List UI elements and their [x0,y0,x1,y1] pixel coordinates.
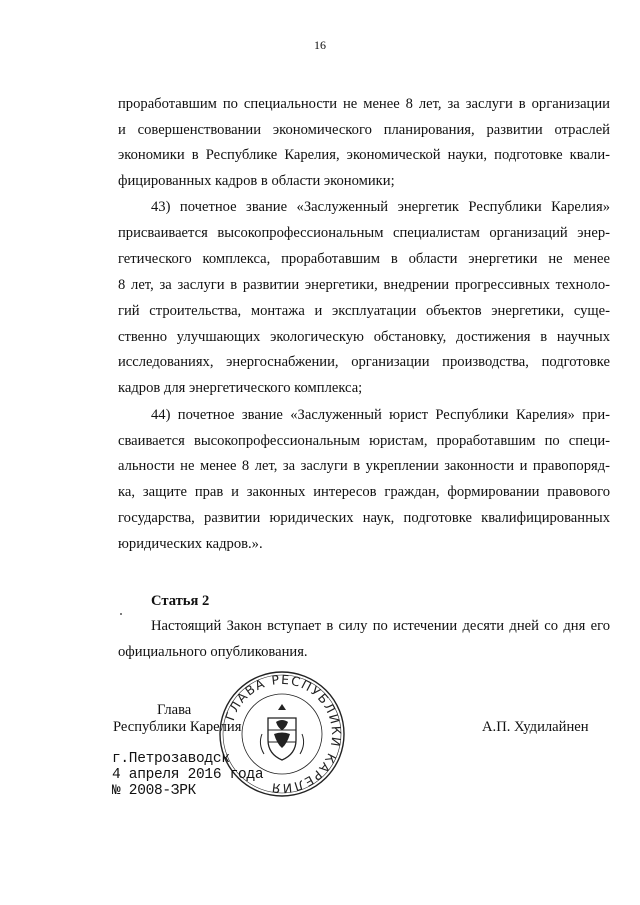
body-line: 8 лет, за заслуги в развитии энергетики, внедрении прогрессивных техноло- [118,277,610,293]
body-line: юридических кадров.». [118,536,263,552]
coat-of-arms-icon [260,704,303,760]
body-line: гетического комплекса, проработавшим в области энергетики не менее [118,251,610,267]
page-number: 16 [314,38,326,52]
body-line: проработавшим по специальности не менее 8 лет, за заслуги в организации [118,96,610,112]
body-line: исследованиях, энергоснабжении, организации производства, подготовке [118,354,610,370]
article-line: Настоящий Закон вступает в силу по истечении десяти дней со дня его [151,618,610,634]
body-line: и совершенствовании экономического планирования, развитии отраслей [118,122,610,138]
body-line: альности не менее 8 лет, за заслуги в укреплении законности и правопоряд- [118,458,610,474]
body-line: кадров для энергетического комплекса; [118,380,363,396]
speck [120,613,122,615]
seal-text: ГЛАВА РЕСПУБЛИКИ КАРЕЛИЯ [222,671,345,797]
signatory-name: А.П. Худилайнен [482,719,589,735]
signatory-title-line2: Республики Карелия [113,719,242,735]
body-line: сваивается высокопрофессиональным юристам, проработавшим по специ- [118,433,610,449]
article-line: официального опубликования. [118,644,308,660]
stamp-date: 4 апреля 2016 года [112,767,264,783]
body-line: государства, развитии юридических наук, подготовке квалифицированных [118,510,610,526]
body-line: присваивается высокопрофессиональным специалистам организаций энер- [118,225,610,241]
body-line: 43) почетное звание «Заслуженный энергетик Республики Карелия» [151,199,610,215]
body-line: фицированных кадров в области экономики; [118,173,395,189]
body-line: экономики в Республике Карелия, экономической науки, подготовке квали- [118,147,610,163]
body-line: гий строительства, монтажа и эксплуатации объектов энергетики, суще- [118,303,610,319]
stamp-place: г.Петрозаводск [112,751,230,767]
stamp-number: № 2008-ЗРК [112,783,197,799]
article-heading: Статья 2 [151,593,210,609]
signatory-title-line1: Глава [157,702,192,718]
body-line: 44) почетное звание «Заслуженный юрист Республики Карелия» при- [151,407,610,423]
body-line: ка, защите прав и законных интересов граждан, формировании правового [118,484,610,500]
body-line: ственно улучшающих экологическую обстановку, достижения в научных [118,329,610,345]
